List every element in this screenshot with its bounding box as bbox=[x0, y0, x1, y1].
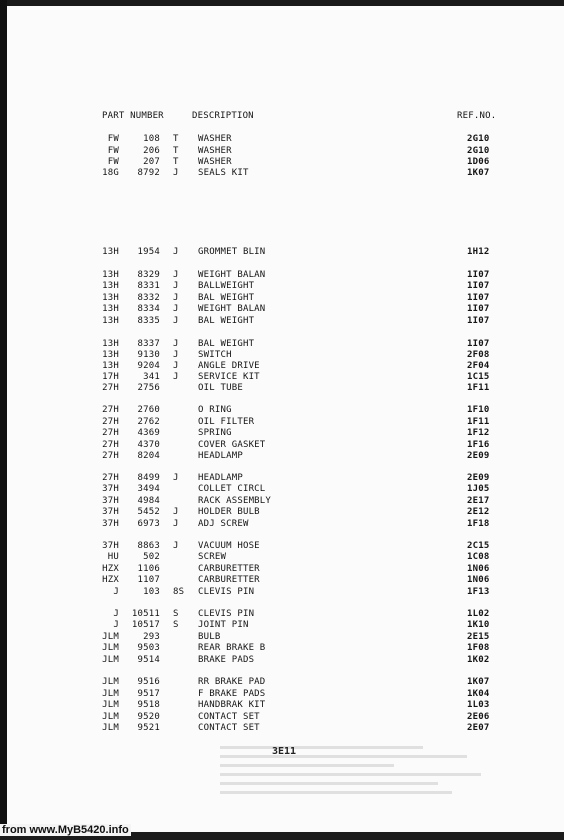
table-row bbox=[0, 643, 564, 654]
table-row bbox=[0, 146, 564, 157]
part-code: J bbox=[173, 473, 179, 483]
part-prefix: 37H bbox=[102, 541, 119, 551]
ref-number: 1N06 bbox=[467, 564, 490, 574]
part-number: 9130 bbox=[137, 350, 160, 360]
part-code: T bbox=[173, 157, 179, 167]
table-row bbox=[0, 316, 564, 327]
part-description: HOLDER BULB bbox=[198, 507, 260, 517]
part-prefix: 17H bbox=[102, 372, 119, 382]
table-row bbox=[0, 519, 564, 530]
part-description: RACK ASSEMBLY bbox=[198, 496, 272, 506]
ref-number: 2E09 bbox=[467, 451, 490, 461]
ref-number: 1L03 bbox=[467, 700, 490, 710]
part-prefix: 27H bbox=[102, 405, 119, 415]
part-prefix: 27H bbox=[102, 428, 119, 438]
part-description: BRAKE PADS bbox=[198, 655, 255, 665]
ref-number: 2E12 bbox=[467, 507, 490, 517]
ref-number: 2E06 bbox=[467, 712, 490, 722]
table-row bbox=[0, 304, 564, 315]
part-number: 207 bbox=[143, 157, 160, 167]
part-description: WASHER bbox=[198, 157, 232, 167]
ref-number: 1K02 bbox=[467, 655, 490, 665]
ref-number: 1I07 bbox=[467, 270, 490, 280]
table-row bbox=[0, 496, 564, 507]
part-prefix: HZX bbox=[102, 575, 119, 585]
table-row bbox=[0, 281, 564, 292]
part-prefix: 13H bbox=[102, 304, 119, 314]
part-prefix: JLM bbox=[102, 700, 119, 710]
part-description: BAL WEIGHT bbox=[198, 339, 255, 349]
table-row bbox=[0, 451, 564, 462]
part-description: SEALS KIT bbox=[198, 168, 249, 178]
part-number: 9517 bbox=[137, 689, 160, 699]
ref-number: 1I07 bbox=[467, 293, 490, 303]
part-prefix: JLM bbox=[102, 632, 119, 642]
part-description: SWITCH bbox=[198, 350, 232, 360]
table-row bbox=[0, 552, 564, 563]
part-number: 206 bbox=[143, 146, 160, 156]
scan-border-top bbox=[0, 0, 564, 6]
ref-number: 1C15 bbox=[467, 372, 490, 382]
table-row bbox=[0, 507, 564, 518]
part-description: BULB bbox=[198, 632, 221, 642]
part-number: 1107 bbox=[137, 575, 160, 585]
part-prefix: 27H bbox=[102, 451, 119, 461]
part-number: 1954 bbox=[137, 247, 160, 257]
part-number: 8332 bbox=[137, 293, 160, 303]
ref-number: 1N06 bbox=[467, 575, 490, 585]
part-number: 9516 bbox=[137, 677, 160, 687]
part-number: 8863 bbox=[137, 541, 160, 551]
part-number: 108 bbox=[143, 134, 160, 144]
table-row bbox=[0, 587, 564, 598]
table-row bbox=[0, 677, 564, 688]
part-prefix: 18G bbox=[102, 168, 119, 178]
part-description: CLEVIS PIN bbox=[198, 609, 255, 619]
table-row bbox=[0, 484, 564, 495]
ref-number: 1F08 bbox=[467, 643, 490, 653]
ref-number: 2G10 bbox=[467, 134, 490, 144]
part-prefix: HZX bbox=[102, 564, 119, 574]
table-row bbox=[0, 247, 564, 258]
table-row bbox=[0, 541, 564, 552]
part-number: 8499 bbox=[137, 473, 160, 483]
part-prefix: HU bbox=[107, 552, 119, 562]
part-description: CONTACT SET bbox=[198, 723, 260, 733]
part-description: BAL WEIGHT bbox=[198, 316, 255, 326]
table-row bbox=[0, 293, 564, 304]
ref-number: 1F18 bbox=[467, 519, 490, 529]
part-number: 4369 bbox=[137, 428, 160, 438]
part-number: 10517 bbox=[131, 620, 160, 630]
part-number: 9521 bbox=[137, 723, 160, 733]
part-description: CLEVIS PIN bbox=[198, 587, 255, 597]
ref-number: 1J05 bbox=[467, 484, 490, 494]
part-description: CARBURETTER bbox=[198, 564, 260, 574]
header-description: DESCRIPTION bbox=[192, 111, 254, 121]
part-number: 3494 bbox=[137, 484, 160, 494]
part-prefix: 13H bbox=[102, 361, 119, 371]
part-prefix: 13H bbox=[102, 339, 119, 349]
part-number: 9514 bbox=[137, 655, 160, 665]
part-description: CONTACT SET bbox=[198, 712, 260, 722]
part-description: SCREW bbox=[198, 552, 227, 562]
part-code: J bbox=[173, 350, 179, 360]
part-description: OIL FILTER bbox=[198, 417, 255, 427]
table-row bbox=[0, 428, 564, 439]
part-code: J bbox=[173, 372, 179, 382]
ref-number: 2F08 bbox=[467, 350, 490, 360]
table-row bbox=[0, 405, 564, 416]
part-code: J bbox=[173, 168, 179, 178]
table-row bbox=[0, 417, 564, 428]
ref-number: 2F04 bbox=[467, 361, 490, 371]
part-description: HEADLAMP bbox=[198, 473, 243, 483]
ref-number: 2G10 bbox=[467, 146, 490, 156]
ref-number: 1D06 bbox=[467, 157, 490, 167]
table-row bbox=[0, 620, 564, 631]
ref-number: 1I07 bbox=[467, 339, 490, 349]
part-code: J bbox=[173, 361, 179, 371]
part-prefix: 13H bbox=[102, 270, 119, 280]
table-row bbox=[0, 712, 564, 723]
table-row bbox=[0, 473, 564, 484]
part-prefix: J bbox=[113, 609, 119, 619]
part-description: O RING bbox=[198, 405, 232, 415]
part-number: 9503 bbox=[137, 643, 160, 653]
table-row bbox=[0, 157, 564, 168]
part-prefix: 27H bbox=[102, 440, 119, 450]
part-number: 5452 bbox=[137, 507, 160, 517]
part-code: T bbox=[173, 146, 179, 156]
table-row bbox=[0, 350, 564, 361]
part-number: 10511 bbox=[131, 609, 160, 619]
part-description: HANDBRAK KIT bbox=[198, 700, 266, 710]
part-prefix: JLM bbox=[102, 655, 119, 665]
part-code: T bbox=[173, 134, 179, 144]
part-number: 8204 bbox=[137, 451, 160, 461]
table-row bbox=[0, 689, 564, 700]
ref-number: 1K07 bbox=[467, 677, 490, 687]
ref-number: 1F10 bbox=[467, 405, 490, 415]
part-number: 9204 bbox=[137, 361, 160, 371]
part-number: 103 bbox=[143, 587, 160, 597]
part-prefix: 13H bbox=[102, 316, 119, 326]
table-row bbox=[0, 655, 564, 666]
table-row bbox=[0, 168, 564, 179]
ref-number: 1K07 bbox=[467, 168, 490, 178]
part-code: J bbox=[173, 541, 179, 551]
header-ref-no: REF.NO. bbox=[457, 111, 497, 121]
ref-number: 1C08 bbox=[467, 552, 490, 562]
part-description: BALLWEIGHT bbox=[198, 281, 255, 291]
part-number: 8792 bbox=[137, 168, 160, 178]
bleed-through-text bbox=[220, 740, 510, 820]
part-prefix: JLM bbox=[102, 723, 119, 733]
table-row bbox=[0, 270, 564, 281]
part-description: COLLET CIRCL bbox=[198, 484, 266, 494]
part-number: 8331 bbox=[137, 281, 160, 291]
part-code: 8S bbox=[173, 587, 185, 597]
table-row bbox=[0, 440, 564, 451]
ref-number: 1L02 bbox=[467, 609, 490, 619]
part-description: VACUUM HOSE bbox=[198, 541, 260, 551]
ref-number: 2E09 bbox=[467, 473, 490, 483]
part-code: J bbox=[173, 519, 179, 529]
part-prefix: 13H bbox=[102, 247, 119, 257]
part-description: WASHER bbox=[198, 134, 232, 144]
part-number: 8337 bbox=[137, 339, 160, 349]
part-prefix: 37H bbox=[102, 519, 119, 529]
part-prefix: JLM bbox=[102, 677, 119, 687]
part-prefix: JLM bbox=[102, 643, 119, 653]
part-description: CARBURETTER bbox=[198, 575, 260, 585]
part-description: WEIGHT BALAN bbox=[198, 270, 266, 280]
ref-number: 1I07 bbox=[467, 304, 490, 314]
part-prefix: FW bbox=[107, 157, 119, 167]
table-row bbox=[0, 134, 564, 145]
part-code: J bbox=[173, 316, 179, 326]
part-description: HEADLAMP bbox=[198, 451, 243, 461]
part-prefix: FW bbox=[107, 146, 119, 156]
part-code: S bbox=[173, 609, 179, 619]
ref-number: 1F11 bbox=[467, 383, 490, 393]
part-number: 2760 bbox=[137, 405, 160, 415]
part-prefix: 13H bbox=[102, 281, 119, 291]
table-row bbox=[0, 700, 564, 711]
part-description: COVER GASKET bbox=[198, 440, 266, 450]
ref-number: 1F12 bbox=[467, 428, 490, 438]
table-row bbox=[0, 339, 564, 350]
ref-number: 2E17 bbox=[467, 496, 490, 506]
part-number: 9520 bbox=[137, 712, 160, 722]
table-row bbox=[0, 609, 564, 620]
part-description: ANGLE DRIVE bbox=[198, 361, 260, 371]
part-prefix: 37H bbox=[102, 507, 119, 517]
page-number: 3E11 bbox=[272, 746, 297, 757]
part-number: 4370 bbox=[137, 440, 160, 450]
part-prefix: 27H bbox=[102, 473, 119, 483]
part-description: F BRAKE PADS bbox=[198, 689, 266, 699]
part-code: J bbox=[173, 270, 179, 280]
part-number: 502 bbox=[143, 552, 160, 562]
header-part-number: PART NUMBER bbox=[102, 111, 164, 121]
part-code: J bbox=[173, 281, 179, 291]
part-description: WASHER bbox=[198, 146, 232, 156]
part-prefix: J bbox=[113, 620, 119, 630]
ref-number: 1I07 bbox=[467, 316, 490, 326]
part-number: 1106 bbox=[137, 564, 160, 574]
part-code: J bbox=[173, 339, 179, 349]
part-description: GROMMET BLIN bbox=[198, 247, 266, 257]
part-number: 6973 bbox=[137, 519, 160, 529]
source-footer: from www.MyB5420.info bbox=[2, 824, 129, 836]
table-row bbox=[0, 383, 564, 394]
ref-number: 2C15 bbox=[467, 541, 490, 551]
part-description: JOINT PIN bbox=[198, 620, 249, 630]
ref-number: 1F11 bbox=[467, 417, 490, 427]
part-prefix: FW bbox=[107, 134, 119, 144]
part-code: J bbox=[173, 247, 179, 257]
table-row bbox=[0, 372, 564, 383]
ref-number: 1F13 bbox=[467, 587, 490, 597]
part-code: J bbox=[173, 293, 179, 303]
ref-number: 1K04 bbox=[467, 689, 490, 699]
part-number: 293 bbox=[143, 632, 160, 642]
part-number: 341 bbox=[143, 372, 160, 382]
ref-number: 1I07 bbox=[467, 281, 490, 291]
ref-number: 2E15 bbox=[467, 632, 490, 642]
part-prefix: JLM bbox=[102, 689, 119, 699]
part-number: 2756 bbox=[137, 383, 160, 393]
part-description: REAR BRAKE B bbox=[198, 643, 266, 653]
table-row bbox=[0, 723, 564, 734]
part-prefix: J bbox=[113, 587, 119, 597]
table-row bbox=[0, 632, 564, 643]
part-description: RR BRAKE PAD bbox=[198, 677, 266, 687]
part-prefix: 37H bbox=[102, 484, 119, 494]
table-row bbox=[0, 575, 564, 586]
table-row bbox=[0, 564, 564, 575]
part-prefix: 27H bbox=[102, 383, 119, 393]
part-number: 2762 bbox=[137, 417, 160, 427]
part-description: OIL TUBE bbox=[198, 383, 243, 393]
part-prefix: 27H bbox=[102, 417, 119, 427]
part-number: 9518 bbox=[137, 700, 160, 710]
ref-number: 2E07 bbox=[467, 723, 490, 733]
ref-number: 1K10 bbox=[467, 620, 490, 630]
part-description: ADJ SCREW bbox=[198, 519, 249, 529]
part-description: BAL WEIGHT bbox=[198, 293, 255, 303]
ref-number: 1H12 bbox=[467, 247, 490, 257]
part-code: J bbox=[173, 507, 179, 517]
part-number: 8329 bbox=[137, 270, 160, 280]
part-number: 8335 bbox=[137, 316, 160, 326]
part-prefix: 37H bbox=[102, 496, 119, 506]
part-prefix: 13H bbox=[102, 293, 119, 303]
part-code: S bbox=[173, 620, 179, 630]
ref-number: 1F16 bbox=[467, 440, 490, 450]
table-row bbox=[0, 361, 564, 372]
part-number: 4984 bbox=[137, 496, 160, 506]
part-description: SPRING bbox=[198, 428, 232, 438]
part-code: J bbox=[173, 304, 179, 314]
part-description: SERVICE KIT bbox=[198, 372, 260, 382]
part-prefix: 13H bbox=[102, 350, 119, 360]
part-number: 8334 bbox=[137, 304, 160, 314]
part-description: WEIGHT BALAN bbox=[198, 304, 266, 314]
part-prefix: JLM bbox=[102, 712, 119, 722]
